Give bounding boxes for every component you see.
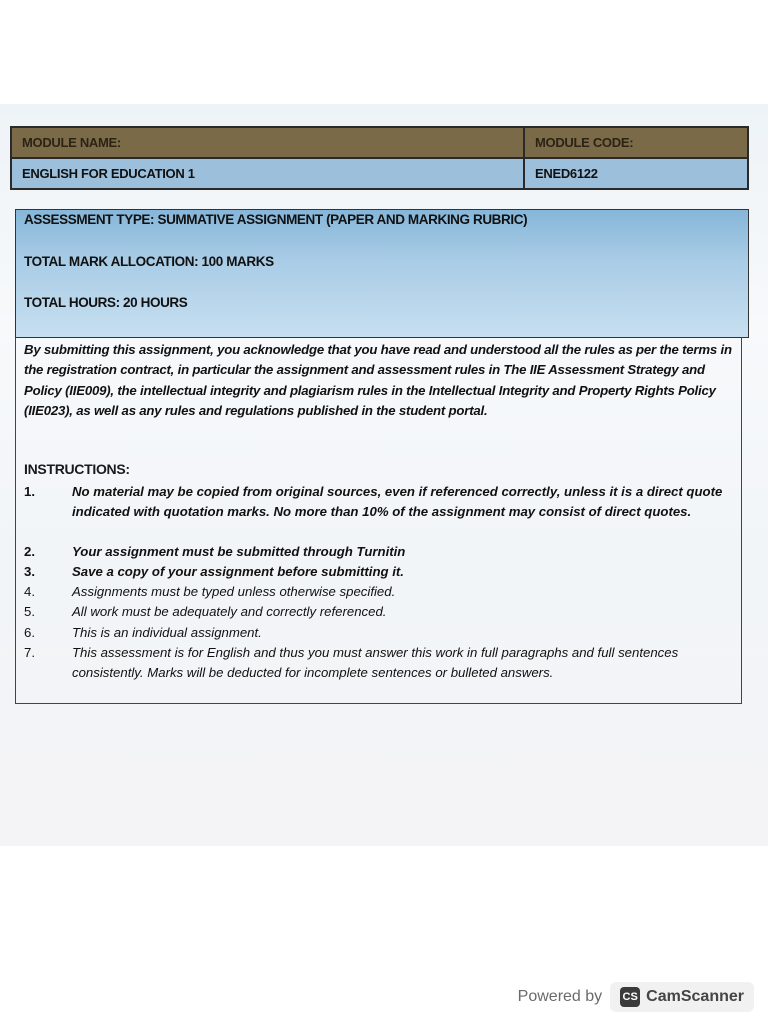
instruction-item-5	[24, 602, 734, 622]
instruction-number: 3.	[24, 564, 35, 579]
instruction-item-2	[24, 542, 734, 562]
total-hours: TOTAL HOURS: 20 HOURS	[24, 295, 188, 310]
instruction-text: No material may be copied from original sources, even if referenced correctly, unless it is a direct quote indicated with quotation marks. No more than 10% of the assignment may consist of direct quotes.	[72, 484, 723, 520]
instruction-text: All work must be adequately and correctly referenced.	[72, 604, 387, 619]
camscanner-icon: CS	[620, 987, 640, 1007]
instruction-text: Your assignment must be submitted through Turnitin	[72, 544, 406, 559]
instruction-number: 1.	[24, 484, 35, 499]
assessment-type: ASSESSMENT TYPE: SUMMATIVE ASSIGNMENT (PAPER AND MARKING RUBRIC)	[24, 212, 528, 227]
instructions-box	[15, 337, 742, 704]
camscanner-badge	[610, 982, 754, 1012]
instruction-item-3	[24, 562, 734, 582]
module-table	[10, 126, 749, 190]
instruction-text: Save a copy of your assignment before submitting it.	[72, 564, 404, 579]
module-name-header: MODULE NAME:	[12, 128, 525, 159]
instruction-text: This is an individual assignment.	[72, 625, 262, 640]
assessment-box	[15, 209, 749, 338]
instruction-number: 6.	[24, 625, 35, 640]
instruction-text: Assignments must be typed unless otherwise specified.	[72, 584, 396, 599]
declaration-paragraph: By submitting this assignment, you acknowledge that you have read and understood all the rules as per the terms in the registration contract, in particular the assignment and assessment rules in The IIE Assessment Strategy and Policy (IIE009), the intellectual integrity and plagiarism rules in the Intellectual Integrity and Property Rights Policy (IIE023), as well as any rules and regulations published in the student portal.	[24, 342, 732, 419]
instruction-item-7	[24, 643, 734, 684]
module-name-value: ENGLISH FOR EDUCATION 1	[12, 159, 525, 188]
instruction-number: 5.	[24, 604, 35, 619]
instruction-number: 4.	[24, 584, 35, 599]
powered-by-label: Powered by	[517, 988, 603, 1005]
module-code-value: ENED6122	[525, 159, 747, 188]
module-code-header: MODULE CODE:	[525, 128, 747, 159]
instruction-number: 2.	[24, 544, 35, 559]
instruction-item-1	[24, 482, 734, 523]
camscanner-watermark	[518, 982, 754, 1012]
instruction-item-6	[24, 623, 734, 643]
instruction-number: 7.	[24, 645, 35, 660]
instructions-heading: INSTRUCTIONS:	[24, 461, 130, 477]
camscanner-brand: CamScanner	[646, 988, 744, 1005]
instruction-text: This assessment is for English and thus you must answer this work in full paragraphs and full sentences consistently. Marks will be deducted for incomplete sentences or bulleted answers.	[72, 645, 679, 681]
total-marks: TOTAL MARK ALLOCATION: 100 MARKS	[24, 254, 274, 269]
instruction-item-4	[24, 582, 734, 602]
